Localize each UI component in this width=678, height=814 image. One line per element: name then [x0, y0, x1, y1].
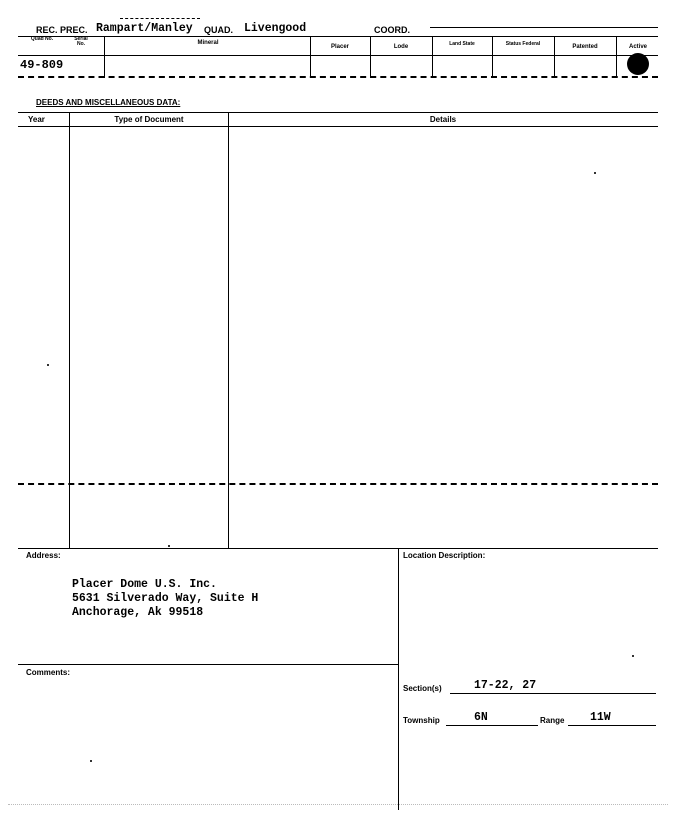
range-underline [568, 725, 656, 726]
type-of-document-header: Type of Document [114, 115, 184, 124]
speck [90, 760, 92, 762]
header-mid-rule [18, 55, 658, 56]
col-divider [432, 36, 433, 78]
range-label: Range [540, 716, 565, 725]
active-dot-icon [627, 53, 649, 75]
township-label: Township [403, 716, 440, 725]
active-header: Active [628, 44, 647, 50]
range-value: 11W [590, 711, 611, 724]
placer-header: Placer [330, 44, 349, 50]
top-right-line [430, 27, 658, 28]
rec-prec-label: REC. PREC. [36, 25, 88, 35]
col-divider [616, 36, 617, 78]
quad-no-value: 49-809 [20, 58, 64, 72]
col-divider [370, 36, 371, 78]
address-label: Address: [26, 551, 61, 560]
section-value: 17-22, 27 [474, 679, 537, 692]
rec-prec-value: Rampart/Manley [96, 22, 193, 35]
speck [594, 172, 596, 174]
speck [632, 655, 634, 657]
comments-top-rule [18, 664, 398, 665]
serial-no-header: Serial No. [74, 36, 88, 47]
mineral-header: Mineral [197, 40, 219, 46]
coord-label: COORD. [374, 25, 410, 35]
section-label: Section(s) [403, 684, 442, 693]
header-top-rule [18, 36, 658, 37]
location-description-label: Location Description: [403, 551, 486, 560]
bottom-edge-specks [8, 804, 668, 805]
quad-value: Livengood [244, 22, 307, 35]
quad-label: QUAD. [204, 25, 233, 35]
address-line3: Anchorage, Ak 99518 [72, 606, 204, 619]
header-bottom-dash [18, 76, 658, 78]
comments-label: Comments: [26, 668, 71, 677]
land-state-header: Land State [449, 41, 475, 47]
deeds-top-rule [18, 112, 658, 113]
deeds-header-rule [18, 126, 658, 127]
col-divider [104, 36, 105, 78]
lode-header: Lode [393, 44, 409, 50]
section-underline [450, 693, 656, 694]
township-value: 6N [474, 711, 488, 724]
year-header: Year [28, 115, 45, 124]
col-divider [492, 36, 493, 78]
status-federal-header: Status Federal [505, 41, 541, 47]
address-line2: 5631 Silverado Way, Suite H [72, 592, 259, 605]
patented-header: Patented [572, 44, 598, 50]
details-header: Details [429, 115, 457, 124]
deeds-dash-rule [18, 483, 658, 485]
quad-no-header: Quad No. [30, 36, 54, 42]
speck [47, 364, 49, 366]
deeds-section-title: DEEDS AND MISCELLANEOUS DATA: [36, 98, 181, 107]
address-line1: Placer Dome U.S. Inc. [72, 578, 217, 591]
col-divider [554, 36, 555, 78]
address-location-divider [398, 548, 399, 810]
address-top-rule [18, 548, 658, 549]
speck [168, 545, 170, 547]
col-divider [310, 36, 311, 78]
top-dash-line [120, 18, 200, 19]
township-underline [446, 725, 538, 726]
